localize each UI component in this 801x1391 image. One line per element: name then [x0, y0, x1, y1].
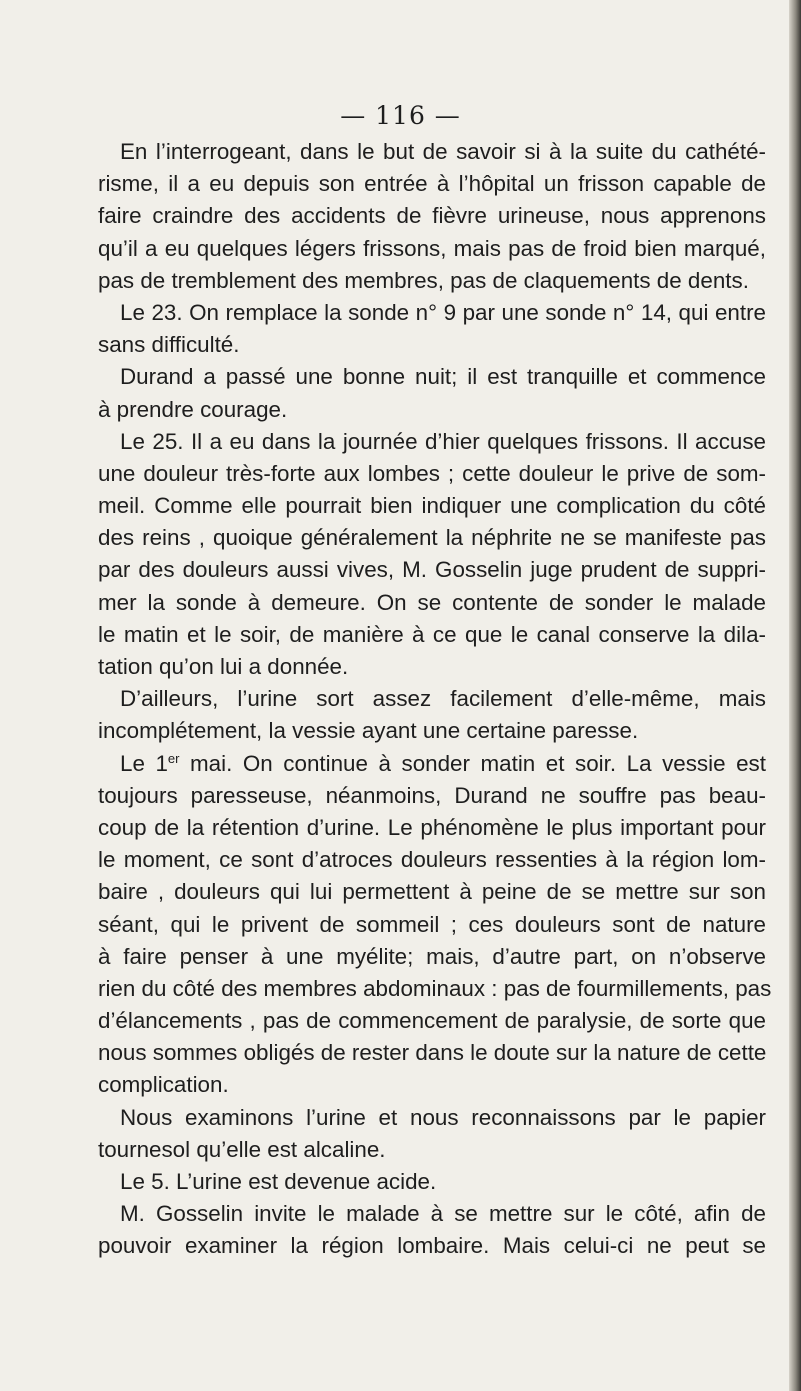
text-line: M. Gosselin invite le malade à se mettre sur le côté, afin de: [120, 1201, 766, 1227]
text-line: incomplétement, la vessie ayant une certaine paresse.: [98, 718, 639, 744]
text-line: faire craindre des accidents de fièvre urineuse, nous apprenons: [98, 203, 766, 229]
text-line: une douleur très-forte aux lombes ; cette douleur le prive de som-: [98, 460, 766, 486]
text-line: séant, qui le privent de sommeil ; ces douleurs sont de nature: [98, 911, 766, 937]
line-prefix: Le 1: [120, 750, 168, 776]
text-line: Nous examinons l’urine et nous reconnaissons par le papier: [120, 1104, 766, 1130]
text-line: par des douleurs aussi vives, M. Gosselin juge prudent de suppri-: [98, 557, 766, 583]
text-line: à faire penser à une myélite; mais, d’autre part, on n’observe: [98, 943, 766, 969]
text-line: mer la sonde à demeure. On se contente de sonder le malade: [98, 589, 766, 615]
text-line: à prendre courage.: [98, 396, 288, 422]
text-line: toujours paresseuse, néanmoins, Durand ne souffre pas beau-: [98, 782, 766, 808]
text-line: le matin et le soir, de manière à ce que le canal conserve la dila-: [98, 621, 766, 647]
text-line: En l’interrogeant, dans le but de savoir si à la suite du cathété-: [120, 139, 766, 164]
text-line: d’élancements , pas de commencement de paralysie, de sorte que: [98, 1008, 766, 1034]
text-line: D’ailleurs, l’urine sort assez facilement d’elle-même, mais: [120, 686, 766, 712]
text-line: pouvoir examiner la région lombaire. Mais celui-ci ne peut se: [98, 1233, 766, 1259]
text-line: le moment, ce sont d’atroces douleurs ressenties à la région lom-: [98, 847, 766, 873]
binding-edge: [789, 0, 801, 1391]
text-line: qu’il a eu quelques légers frissons, mais pas de froid bien marqué,: [98, 235, 766, 261]
text-line: Le 25. Il a eu dans la journée d’hier quelques frissons. Il accuse: [120, 428, 766, 454]
superscript: er: [167, 750, 180, 766]
text-line: pas de tremblement des membres, pas de claquements de dents.: [98, 267, 749, 293]
text-line: nous sommes obligés de rester dans le doute sur la nature de cette: [98, 1040, 767, 1066]
text-line: meil. Comme elle pourrait bien indiquer une complication du côté: [98, 493, 766, 519]
text-line: tation qu’on lui a donnée.: [98, 654, 349, 679]
text-line: des reins , quoique généralement la néphrite ne se manifeste pas: [98, 525, 766, 551]
text-line: Le 23. On remplace la sonde n° 9 par une sonde n° 14, qui entre: [120, 299, 766, 325]
text-line: sans difficulté.: [98, 332, 240, 358]
text-line: rien du côté des membres abdominaux : pas de fourmillements, pas: [98, 975, 772, 1001]
text-line: complication.: [98, 1072, 229, 1098]
text-line: risme, il a eu depuis son entrée à l’hôpital un frisson capable de: [98, 171, 766, 197]
text-line: baire , douleurs qui lui permettent à peine de se mettre sur son: [98, 879, 766, 905]
page-number: — 116 —: [340, 101, 461, 130]
text-line: Durand a passé une bonne nuit; il est tranquille et commence: [120, 364, 766, 390]
body-text: [98, 136, 772, 1263]
text-line: coup de la rétention d’urine. Le phénomène le plus important pour: [98, 814, 766, 840]
line-text: mai. On continue à sonder matin et soir. La vessie est: [190, 750, 766, 776]
text-line: Le 5. L’urine est devenue acide.: [120, 1169, 437, 1194]
text-line: tournesol qu’elle est alcaline.: [98, 1136, 386, 1162]
text-line: [98, 748, 766, 780]
